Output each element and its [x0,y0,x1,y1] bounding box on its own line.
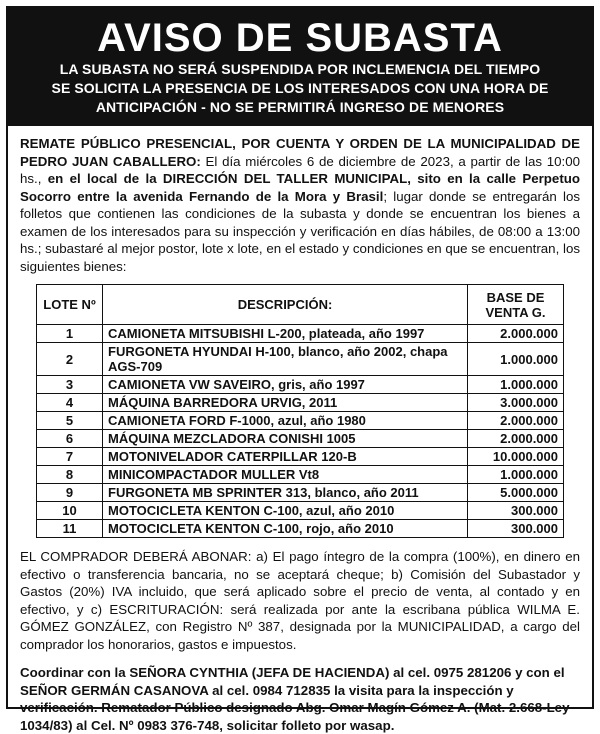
notice-header [8,8,592,126]
desc-cell: FURGONETA HYUNDAI H-100, blanco, año 2002, chapa AGS-709 [103,343,468,376]
table-body [37,325,564,538]
header-lote-label: LOTE Nº [43,297,96,312]
header-line-2: SE SOLICITA LA PRESENCIA DE LOS INTERESADOS CON UNA HORA DE [51,80,549,96]
table-row [37,325,564,343]
base-cell: 10.000.000 [468,448,564,466]
desc-cell: MOTONIVELADOR CATERPILLAR 120-B [103,448,468,466]
table-row [37,394,564,412]
table-header-row [37,285,564,325]
desc-cell: FURGONETA MB SPRINTER 313, blanco, año 2011 [103,484,468,502]
table-row [37,484,564,502]
table-row [37,412,564,430]
desc-cell: MINICOMPACTADOR MULLER Vt8 [103,466,468,484]
desc-cell: MÁQUINA BARREDORA URVIG, 2011 [103,394,468,412]
header-base-line-2: VENTA G. [485,304,546,320]
lote-cell: 4 [37,394,103,412]
desc-cell: MÁQUINA MEZCLADORA CONISHI 1005 [103,430,468,448]
base-cell: 1.000.000 [468,376,564,394]
intro-bold-1: REMATE PÚBLICO PRESENCIAL, POR CUENTA Y ORDEN DE LA MUNICIPALIDAD DE PEDRO JUAN CABALLERO: [20,136,580,169]
table-row [37,466,564,484]
desc-cell: CAMIONETA VW SAVEIRO, gris, año 1997 [103,376,468,394]
lote-cell: 5 [37,412,103,430]
table-row [37,376,564,394]
table-row [37,343,564,376]
intro-bold-2: en el local de la DIRECCIÓN DEL TALLER MUNICIPAL, sito en la calle Perpetuo Socorro entre la avenida Fernando de la Mora y Brasil [20,171,580,204]
base-cell: 2.000.000 [468,325,564,343]
base-cell: 1.000.000 [468,466,564,484]
lote-cell: 3 [37,376,103,394]
desc-cell: MOTOCICLETA KENTON C-100, azul, año 2010 [103,502,468,520]
lote-cell: 1 [37,325,103,343]
notice-frame [6,6,594,733]
lote-cell: 11 [37,520,103,538]
table-row [37,502,564,520]
base-cell: 3.000.000 [468,394,564,412]
intro-paragraph [20,135,580,275]
desc-cell: CAMIONETA FORD F-1000, azul, año 1980 [103,412,468,430]
table-row [37,448,564,466]
base-cell: 300.000 [468,502,564,520]
base-cell: 2.000.000 [468,412,564,430]
lote-cell: 9 [37,484,103,502]
header-line-3: ANTICIPACIÓN - NO SE PERMITIRÁ INGRESO DE MENORES [95,99,505,115]
header-line-1: LA SUBASTA NO SERÁ SUSPENDIDA POR INCLEMENCIA DEL TIEMPO [59,61,541,77]
desc-cell: CAMIONETA MITSUBISHI L-200, plateada, año 1997 [103,325,468,343]
header-base-line-1: BASE DE [486,289,545,305]
notice-body [8,126,592,734]
header-lote [37,285,103,325]
base-cell: 300.000 [468,520,564,538]
base-cell: 2.000.000 [468,430,564,448]
header-descripcion: DESCRIPCIÓN: [103,285,468,325]
assets-table [36,284,564,538]
table-row [37,430,564,448]
lote-cell: 8 [37,466,103,484]
intro-text-1: El día miércoles 6 de diciembre de 2023, a partir de las 10:00 hs., [20,153,580,186]
lote-cell: 10 [37,502,103,520]
base-cell: 5.000.000 [468,484,564,502]
intro-text-2: ; lugar donde se entregarán los folletos que contienen las condiciones de la subasta y donde se encuentran los bienes a examen de los interesados para su inspección y verificación en días hábiles, de 08:00 a 13:00 hs.; subastaré al mejor postor, lote x lote, en el estado y condiciones en que se encuentran, los siguientes bienes: [20,188,580,274]
lote-cell: 7 [37,448,103,466]
header-base [468,285,564,325]
payment-paragraph: EL COMPRADOR DEBERÁ ABONAR: a) El pago íntegro de la compra (100%), en dinero en efectivo o transferencia bancaria, no se aceptará cheque; b) Comisión del Subastador y Gastos (20%) IVA incluido, que será aplicado sobre el precio de venta, al contado y en efectivo, y c) ESCRITURACIÓN: será realizada por ante la escribana pública WILMA E. GÓMEZ GONZÁLEZ, con Registro Nº 387, designada por la MUNICIPALIDAD, a cargo del comprador los honorarios, gastos e impuestos. [20,549,580,652]
base-cell: 1.000.000 [468,343,564,376]
lote-cell: 6 [37,430,103,448]
table-row [37,520,564,538]
notice-title: AVISO DE SUBASTA [97,16,503,60]
lote-cell: 2 [37,343,103,376]
coordination-paragraph: Coordinar con la SEÑORA CYNTHIA (JEFA DE HACIENDA) al cel. 0975 281206 y con el SEÑOR GERMÁN CASANOVA al cel. 0984 712835 la visita para la inspección y verificación. Rematador Público designado Abg. Omar Magín Gómez A. (Mat. 2.668-Ley 1034/83) al Cel. Nº 0983 376-748, solicitar folleto por wasap. [20,665,570,733]
desc-cell: MOTOCICLETA KENTON C-100, rojo, año 2010 [103,520,468,538]
